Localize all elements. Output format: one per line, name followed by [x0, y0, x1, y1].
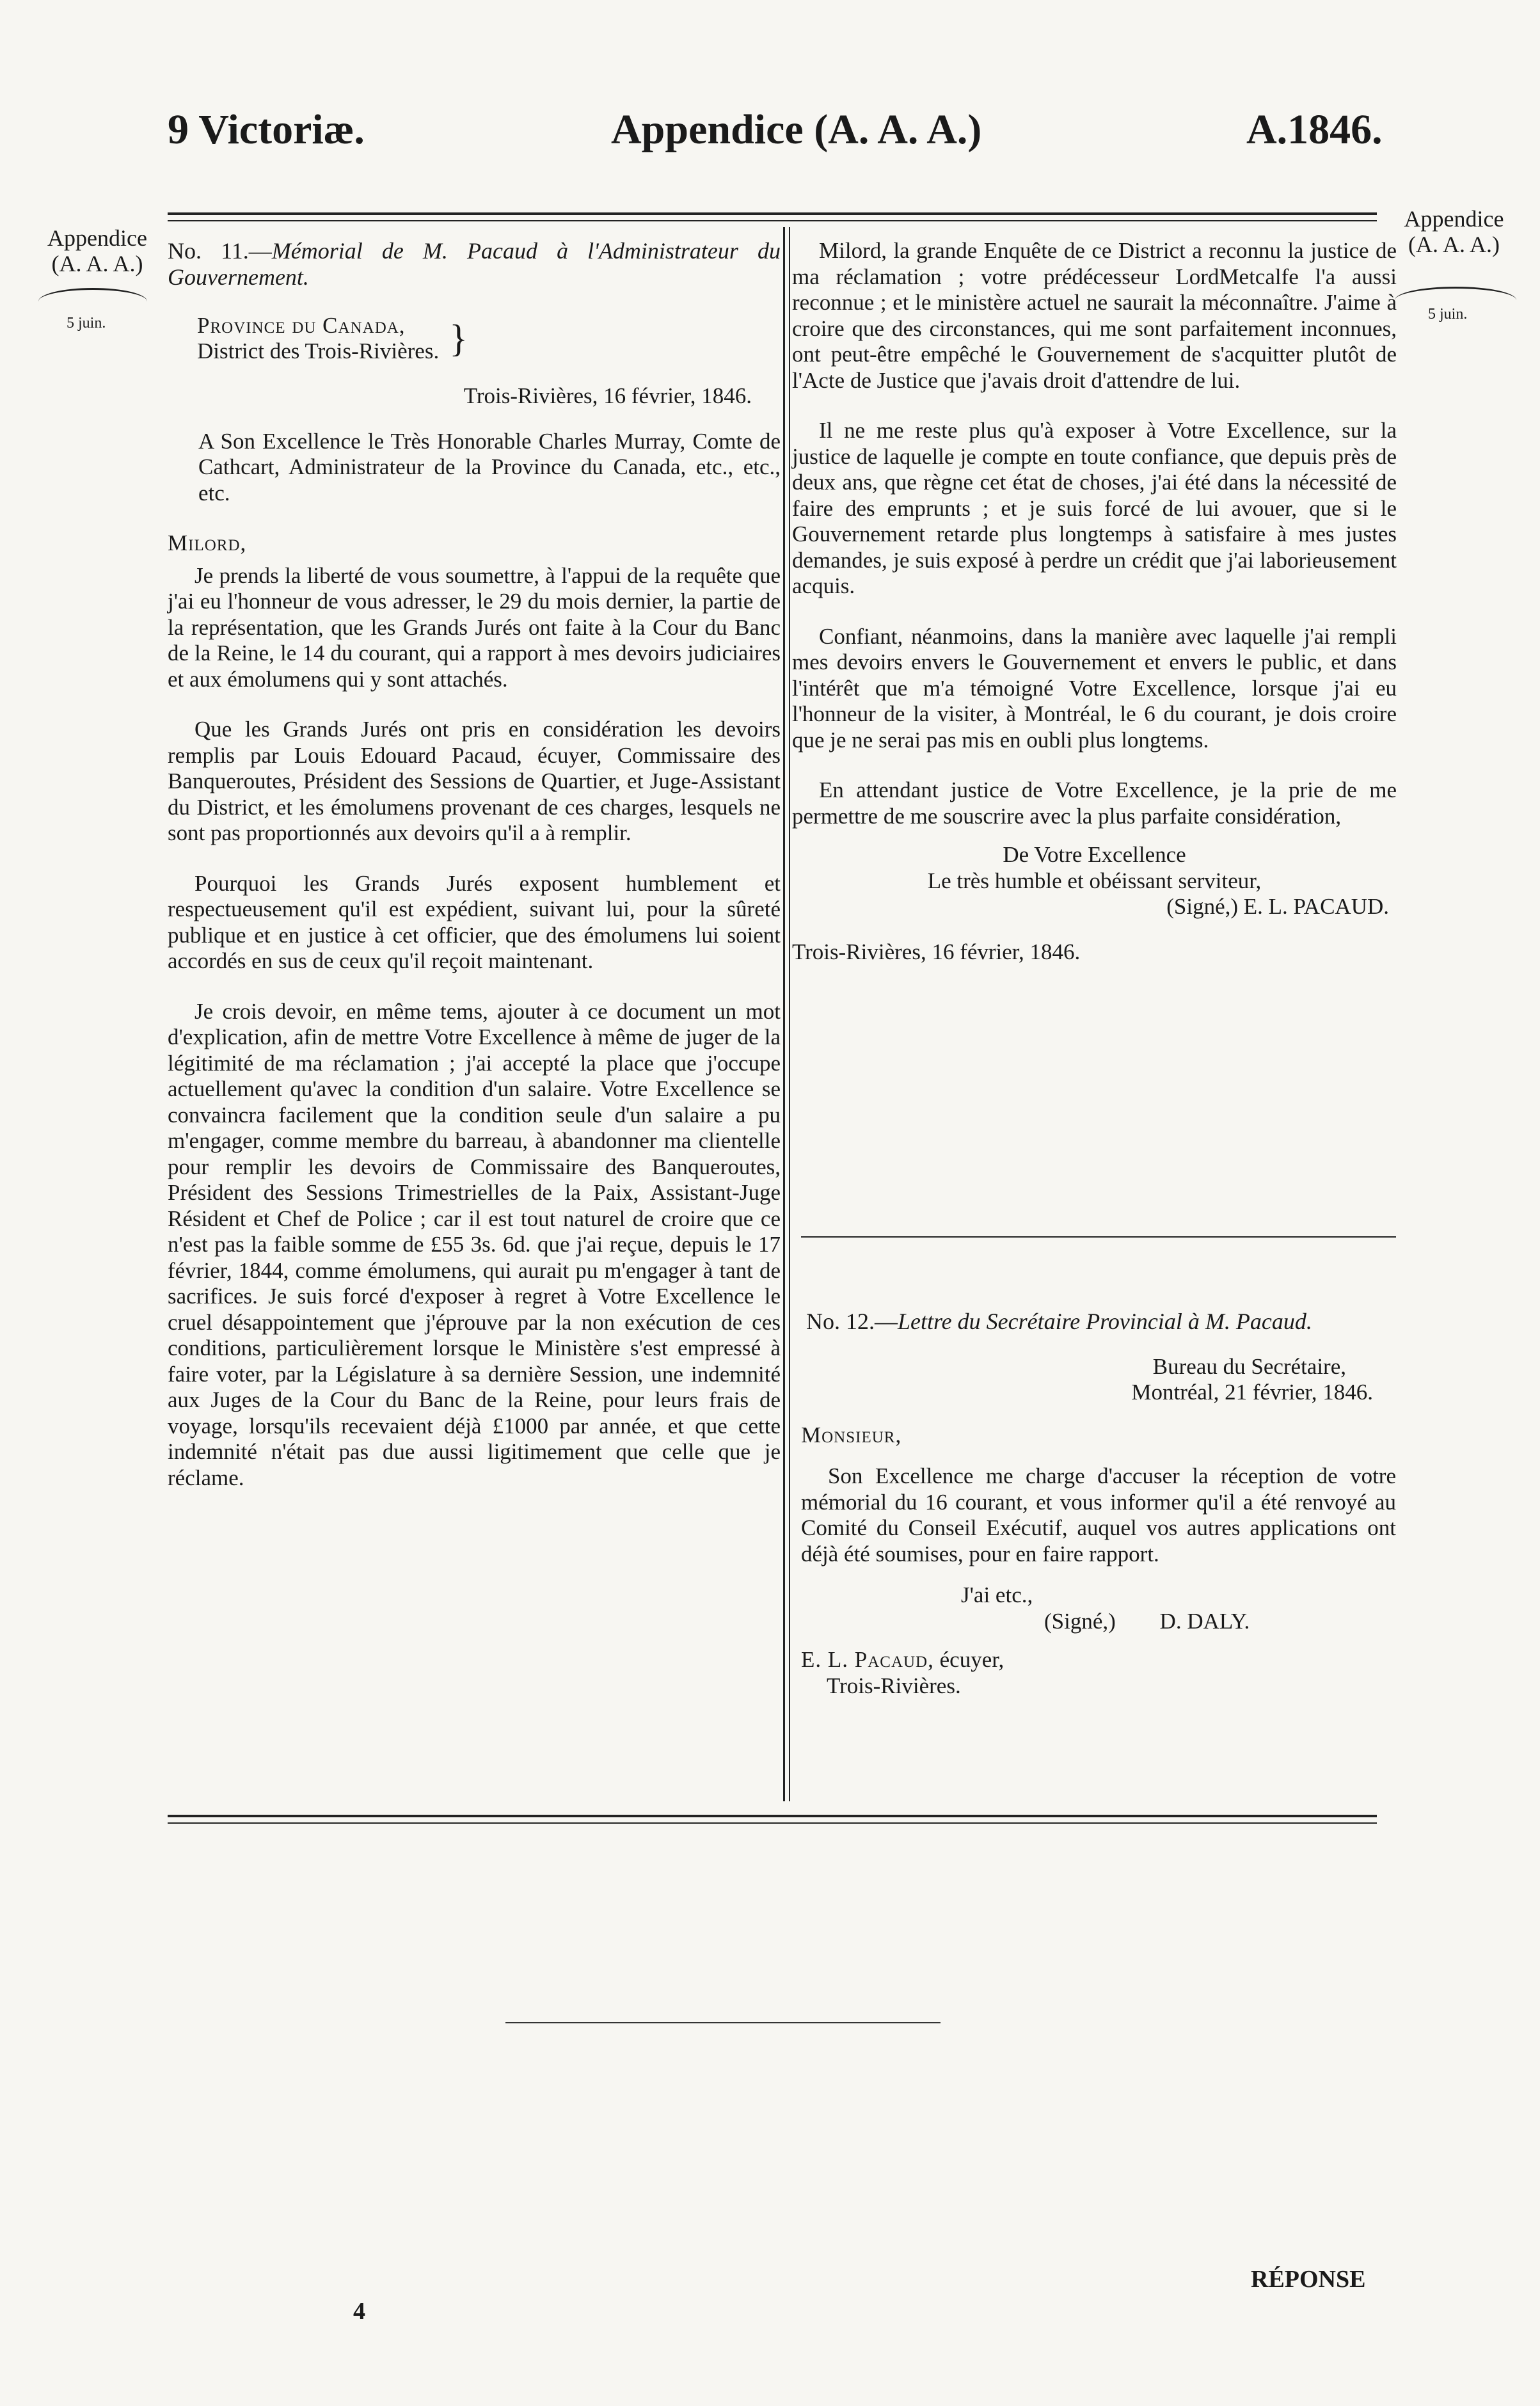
doc12-signed-label: (Signé,) [1044, 1608, 1116, 1634]
doc11-signature: (Signé,) E. L. PACAUD. [1166, 894, 1389, 919]
closing-line-2: Le très humble et obéissant serviteur, [927, 868, 1262, 893]
doc11-place-date: Trois-Rivières, 16 février, 1846. [792, 939, 1081, 964]
doc11-date: Trois-Rivières, 16 février, 1846. [463, 383, 752, 408]
jurisdiction-table [197, 313, 468, 364]
letter-separator [801, 1236, 1396, 1238]
right-column [792, 238, 1397, 965]
doc12-signed-name: D. DALY. [1159, 1608, 1250, 1634]
doc12-block [801, 1309, 1396, 1699]
end-rule [505, 2022, 941, 2023]
doc11-number: No. 11.— [168, 238, 272, 264]
right-margin-label: Appendice [1404, 206, 1504, 232]
doc12-salutation: Monsieur, [801, 1422, 902, 1447]
doc11-district: District des Trois-Rivières. [197, 339, 440, 363]
left-margin-note [33, 225, 161, 276]
doc12-title: Lettre du Secrétaire Provincial à M. Pacaud. [898, 1309, 1312, 1334]
top-rule [168, 212, 1377, 215]
running-head-right: A.1846. [1246, 106, 1383, 153]
page-number: 4 [353, 2298, 365, 2325]
right-margin-date: 5 juin. [1428, 306, 1468, 323]
doc11-paragraph-4: Je crois devoir, en même tems, ajouter à ce document un mot d'explication, afin de mettre Votre Excellence à même de juger de la légitimité de ma réclamation ; j'ai accepté la place que j'occupe actuellement qu'avec la condition d'un salaire. Votre Excellence se convaincra facilement que la condition seule d'un salaire a pu m'engager, comme membre du barreau, à abandonner ma clientelle pour remplir les devoirs de Commissaire des Banqueroutes, Président des Sessions Trimestrielles de la Paix, Assistant-Juge Résident et Chef de Police ; car il est tout naturel de croire que ce n'est pas la faible somme de £55 3s. 6d. que j'ai reçue, depuis le 17 février, 1844, comme émolumens, qui aurait pu m'engager à tant de sacrifices. Je suis forcé d'exposer à regret à Votre Excellence le cruel désappointement que j'éprouve par la non exécution de ces conditions, particulièrement lorsque le Ministère s'est empressé à faire voter, par la Législature à sa dernière Session, une indemnité aux Juges de la Cour du Banc de la Reine, pour leurs frais de voyage, lorsqu'ils recevaient déjà £1000 par année, et que cette indemnité n'était pas due aussi ligitimement que celle que je réclame. [168, 998, 781, 1490]
doc12-addressee-place: Trois-Rivières. [827, 1673, 961, 1698]
catchword: RÉPONSE [1251, 2266, 1366, 2293]
doc12-number: No. 12.— [806, 1309, 898, 1334]
doc11-cont-paragraph-2: Il ne me reste plus qu'à exposer à Votre Excellence, sur la justice de laquelle je compte en toute confiance, que depuis près de deux ans, que règne cet état de choses, j'ai été dans la nécessité de faire des emprunts ; et je suis forcé de lui avouer, que si le Gouvernement retarde plus longtemps à satisfaire à mes justes demandes, je suis exposé à perdre un crédit que j'ai laborieusement acquis. [792, 418, 1397, 598]
doc11-address: A Son Excellence le Très Honorable Charles Murray, Comte de Cathcart, Administrateur de la Province du Canada, etc., etc., etc. [198, 428, 781, 506]
running-head-left: 9 Victoriæ. [168, 106, 365, 153]
doc11-salutation: Milord, [168, 530, 247, 555]
bottom-rule [168, 1815, 1377, 1817]
top-rule-thin [168, 220, 1377, 221]
right-margin-label-aaa: (A. A. A.) [1408, 232, 1500, 257]
running-head-center: Appendice (A. A. A.) [611, 106, 982, 153]
jurisdiction-brace: } [449, 317, 468, 360]
doc11-heading [168, 238, 781, 290]
doc12-etc: J'ai etc., [961, 1582, 1033, 1607]
doc12-office: Bureau du Secrétaire, [1152, 1353, 1346, 1379]
right-margin-brace [1395, 287, 1516, 300]
column-divider [783, 227, 785, 1801]
doc11-cont-paragraph-1: Milord, la grande Enquête de ce District a reconnu la justice de ma réclamation ; votre prédécesseur LordMetcalfe l'a aussi reconnue ; et le ministère actuel ne saurait la méconnaître. J'aime à croire que des circonstances, qui me sont parfaitement inconnues, ont peut-être empêché le Gouvernement de s'acquitter plutôt de l'Acte de Justice que j'avais droit d'attendre de lui. [792, 238, 1397, 393]
left-margin-brace [38, 288, 147, 301]
doc12-body: Son Excellence me charge d'accuser la réception de votre mémorial du 16 courant, et vous informer qu'il a été renvoyé au Comité du Conseil Exécutif, auquel vos autres applications ont déjà été soumises, pour en faire rapport. [801, 1463, 1396, 1566]
doc11-cont-paragraph-4: En attendant justice de Votre Excellence, je la prie de me permettre de me souscrire avec la plus parfaite considération, [792, 777, 1397, 829]
doc12-addressee [801, 1647, 1396, 1673]
doc12-addressee-name: E. L. Pacaud, [801, 1647, 934, 1672]
left-margin-label-aaa: (A. A. A.) [51, 251, 143, 276]
doc11-paragraph-3: Pourquoi les Grands Jurés exposent humblement et respectueusement qu'il est expédient, suivant lui, pour la sûreté publique et en justice à cet officier, que des émolumens lui soient accordés en sus de ceux qu'il reçoit maintenant. [168, 870, 781, 973]
doc11-paragraph-1: Je prends la liberté de vous soumettre, à l'appui de la requête que j'ai eu l'honneur de vous adresser, le 29 du mois dernier, la partie de la représentation, que les Grands Jurés ont faite à la Cour du Banc de la Reine, le 14 du courant, qui a rapport à mes devoirs judiciaires et aux émolumens qui y sont attachés. [168, 562, 781, 692]
doc11-title: Mémorial de M. Pacaud à l'Administrateur du Gouvernement. [168, 238, 781, 290]
left-column [168, 238, 781, 1515]
doc12-addressee-title: écuyer, [933, 1647, 1004, 1672]
right-margin-note [1382, 206, 1526, 257]
bottom-rule-thin [168, 1822, 1377, 1824]
doc12-date: Montréal, 21 février, 1846. [1131, 1380, 1373, 1405]
left-margin-date: 5 juin. [67, 315, 106, 331]
doc12-heading [801, 1309, 1396, 1335]
doc11-jurisdiction [197, 313, 781, 364]
doc11-paragraph-2: Que les Grands Jurés ont pris en considération les devoirs remplis par Louis Edouard Pacaud, écuyer, Commissaire des Banqueroutes, Président des Sessions de Quartier, et Juge-Assistant du District, et les émolumens provenant de ces charges, lesquels ne sont pas proportionnés aux devoirs qu'il a à remplir. [168, 717, 781, 845]
left-margin-label: Appendice [47, 225, 147, 251]
doc12-signature-line [801, 1609, 1396, 1635]
closing-line-1: De Votre Excellence [1003, 842, 1186, 867]
column-divider-thin [789, 227, 790, 1801]
doc11-province: Province du Canada, [197, 313, 406, 338]
doc11-cont-paragraph-3: Confiant, néanmoins, dans la manière avec laquelle j'ai rempli mes devoirs envers le Gouvernement et envers le public, et dans l'intérêt que m'a témoigné Votre Excellence, lorsque j'ai eu l'honneur de la visiter, à Montréal, le 6 du courant, je dois croire que je ne serai pas mis en oubli plus longtems. [792, 623, 1397, 753]
